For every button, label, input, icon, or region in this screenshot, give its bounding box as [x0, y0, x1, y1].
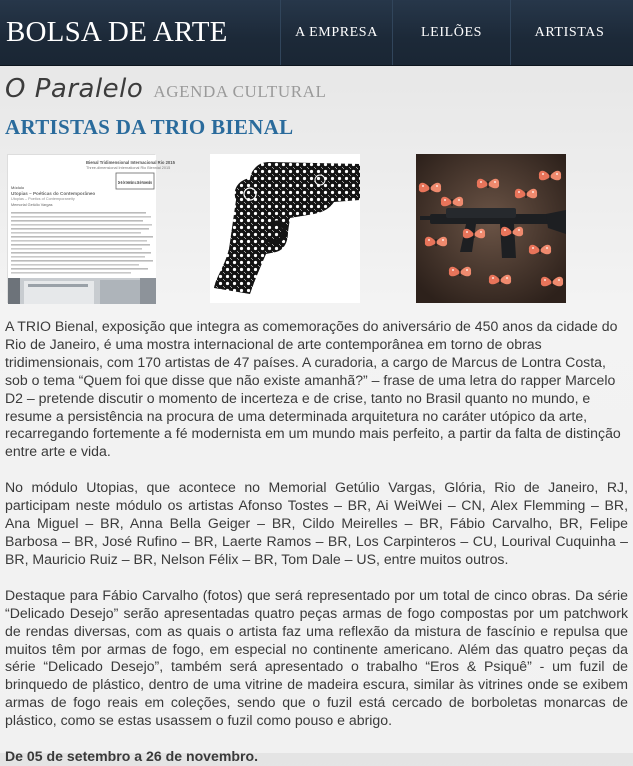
poster-heading-en: Utopias – Poetics of Contemporaneity [11, 197, 75, 201]
lace-pistol-thumbnail[interactable] [210, 154, 360, 303]
poster-venue: Memorial Getúlio Vargas [11, 203, 53, 207]
nav-item-artistas[interactable]: ARTISTAS [510, 0, 628, 65]
article-paragraph-highlight: Destaque para Fábio Carvalho (fotos) que será representado por um total de cinco obras. Da série “Delicado Desejo” serão apresentadas quatro peças armas de fogo compostas por um patchwork de rendas diversas, com as quais o artista faz uma reflexão da mistura de fascínio e repulsa que muitos têm por armas de fogo, em especial no continente americano. Além das quatro peças da série “Delicado Desejo”, também será apresentado o trabalho “Eros & Psiquê” - um fuzil de brinquedo de plástico, dentro de uma vitrine de madeira escura, similar às vitrines onde se exibem armas de fogo reais em coleções, sendo que o fuzil está cercado de borboletas monarcas de plástico, como se estas usassem o fuzil como pouso e abrigo. [5, 586, 628, 729]
section-header [5, 74, 327, 108]
article-body [5, 318, 628, 766]
poster-module: Módulo [11, 185, 25, 190]
poster-heading: Utopias – Poéticas do Contemporâneo [11, 191, 96, 196]
main-nav [280, 0, 628, 65]
nav-item-a-empresa[interactable]: A EMPRESA [280, 0, 392, 65]
poster-thumbnail[interactable] [7, 154, 175, 303]
article-paragraph-intro: A TRIO Bienal, exposição que integra as comemorações do aniversário de 450 anos da cidade do Rio de Janeiro, é uma mostra internacional de arte contemporânea em torno de obras tridimensionais, com 170 artistas de 47 países. A curadoria, a cargo de Marcus de Lontra Costa, sob o tema “Quem foi que disse que não existe amanhã?” – frase de uma letra do rapper Marcelo D2 – pretende discutir o momento de incerteza e de crise, tanto no Brasil quanto no mundo, e resume a persistência na procura de uma determinada arquitetura no caráter utópico da arte, recarregando fortemente a fé modernista em um mundo mais perfeito, a partir da falta de distinção entre arte e vida. [5, 318, 621, 460]
poster-date-box: De 5 de Setembro a 26 de Novembro [118, 180, 153, 185]
article-paragraph-utopias: No módulo Utopias, que acontece no Memorial Getúlio Vargas, Glória, Rio de Janeiro, RJ, participam neste módulo os artistas Afonso Tostes – BR, Ai WeiWei – CN, Alex Flemming – BR, Ana Miguel – BR, Anna Bella Geiger – BR, Cildo Meirelles – BR, Fábio Carvalho, BR, Felipe Barbosa – BR, José Rufino – BR, Laerte Ramos – BR, Los Carpinteros – CU, Lourival Cuquinha – BR, Mauricio Ruiz – BR, Nelson Félix – BR, Tom Dale – US, entre muitos outros. [5, 479, 628, 567]
butterfly-rifle-thumbnail[interactable] [416, 154, 566, 303]
top-navigation-bar [0, 0, 633, 66]
butterfly-rifle-image [416, 154, 566, 303]
poster-image [8, 155, 175, 304]
site-brand[interactable]: BOLSA DE ARTE [6, 16, 228, 48]
lace-pistol-image [210, 154, 360, 303]
poster-title-line1: Bienal Tridimensional Internacional Rio 2015 [86, 160, 175, 165]
nav-item-leiloes[interactable]: LEILÕES [392, 0, 510, 65]
exhibition-dates: De 05 de setembro a 26 de novembro. [5, 748, 258, 765]
page-title: ARTISTAS DA TRIO BIENAL [5, 115, 294, 139]
o-paralelo-logo[interactable]: O Paralelo [5, 74, 144, 104]
section-subtitle: AGENDA CULTURAL [153, 82, 327, 101]
poster-building-photo [8, 278, 156, 304]
poster-title-line2: Three-dimensional International Rio Biennial 2015 [86, 166, 171, 170]
